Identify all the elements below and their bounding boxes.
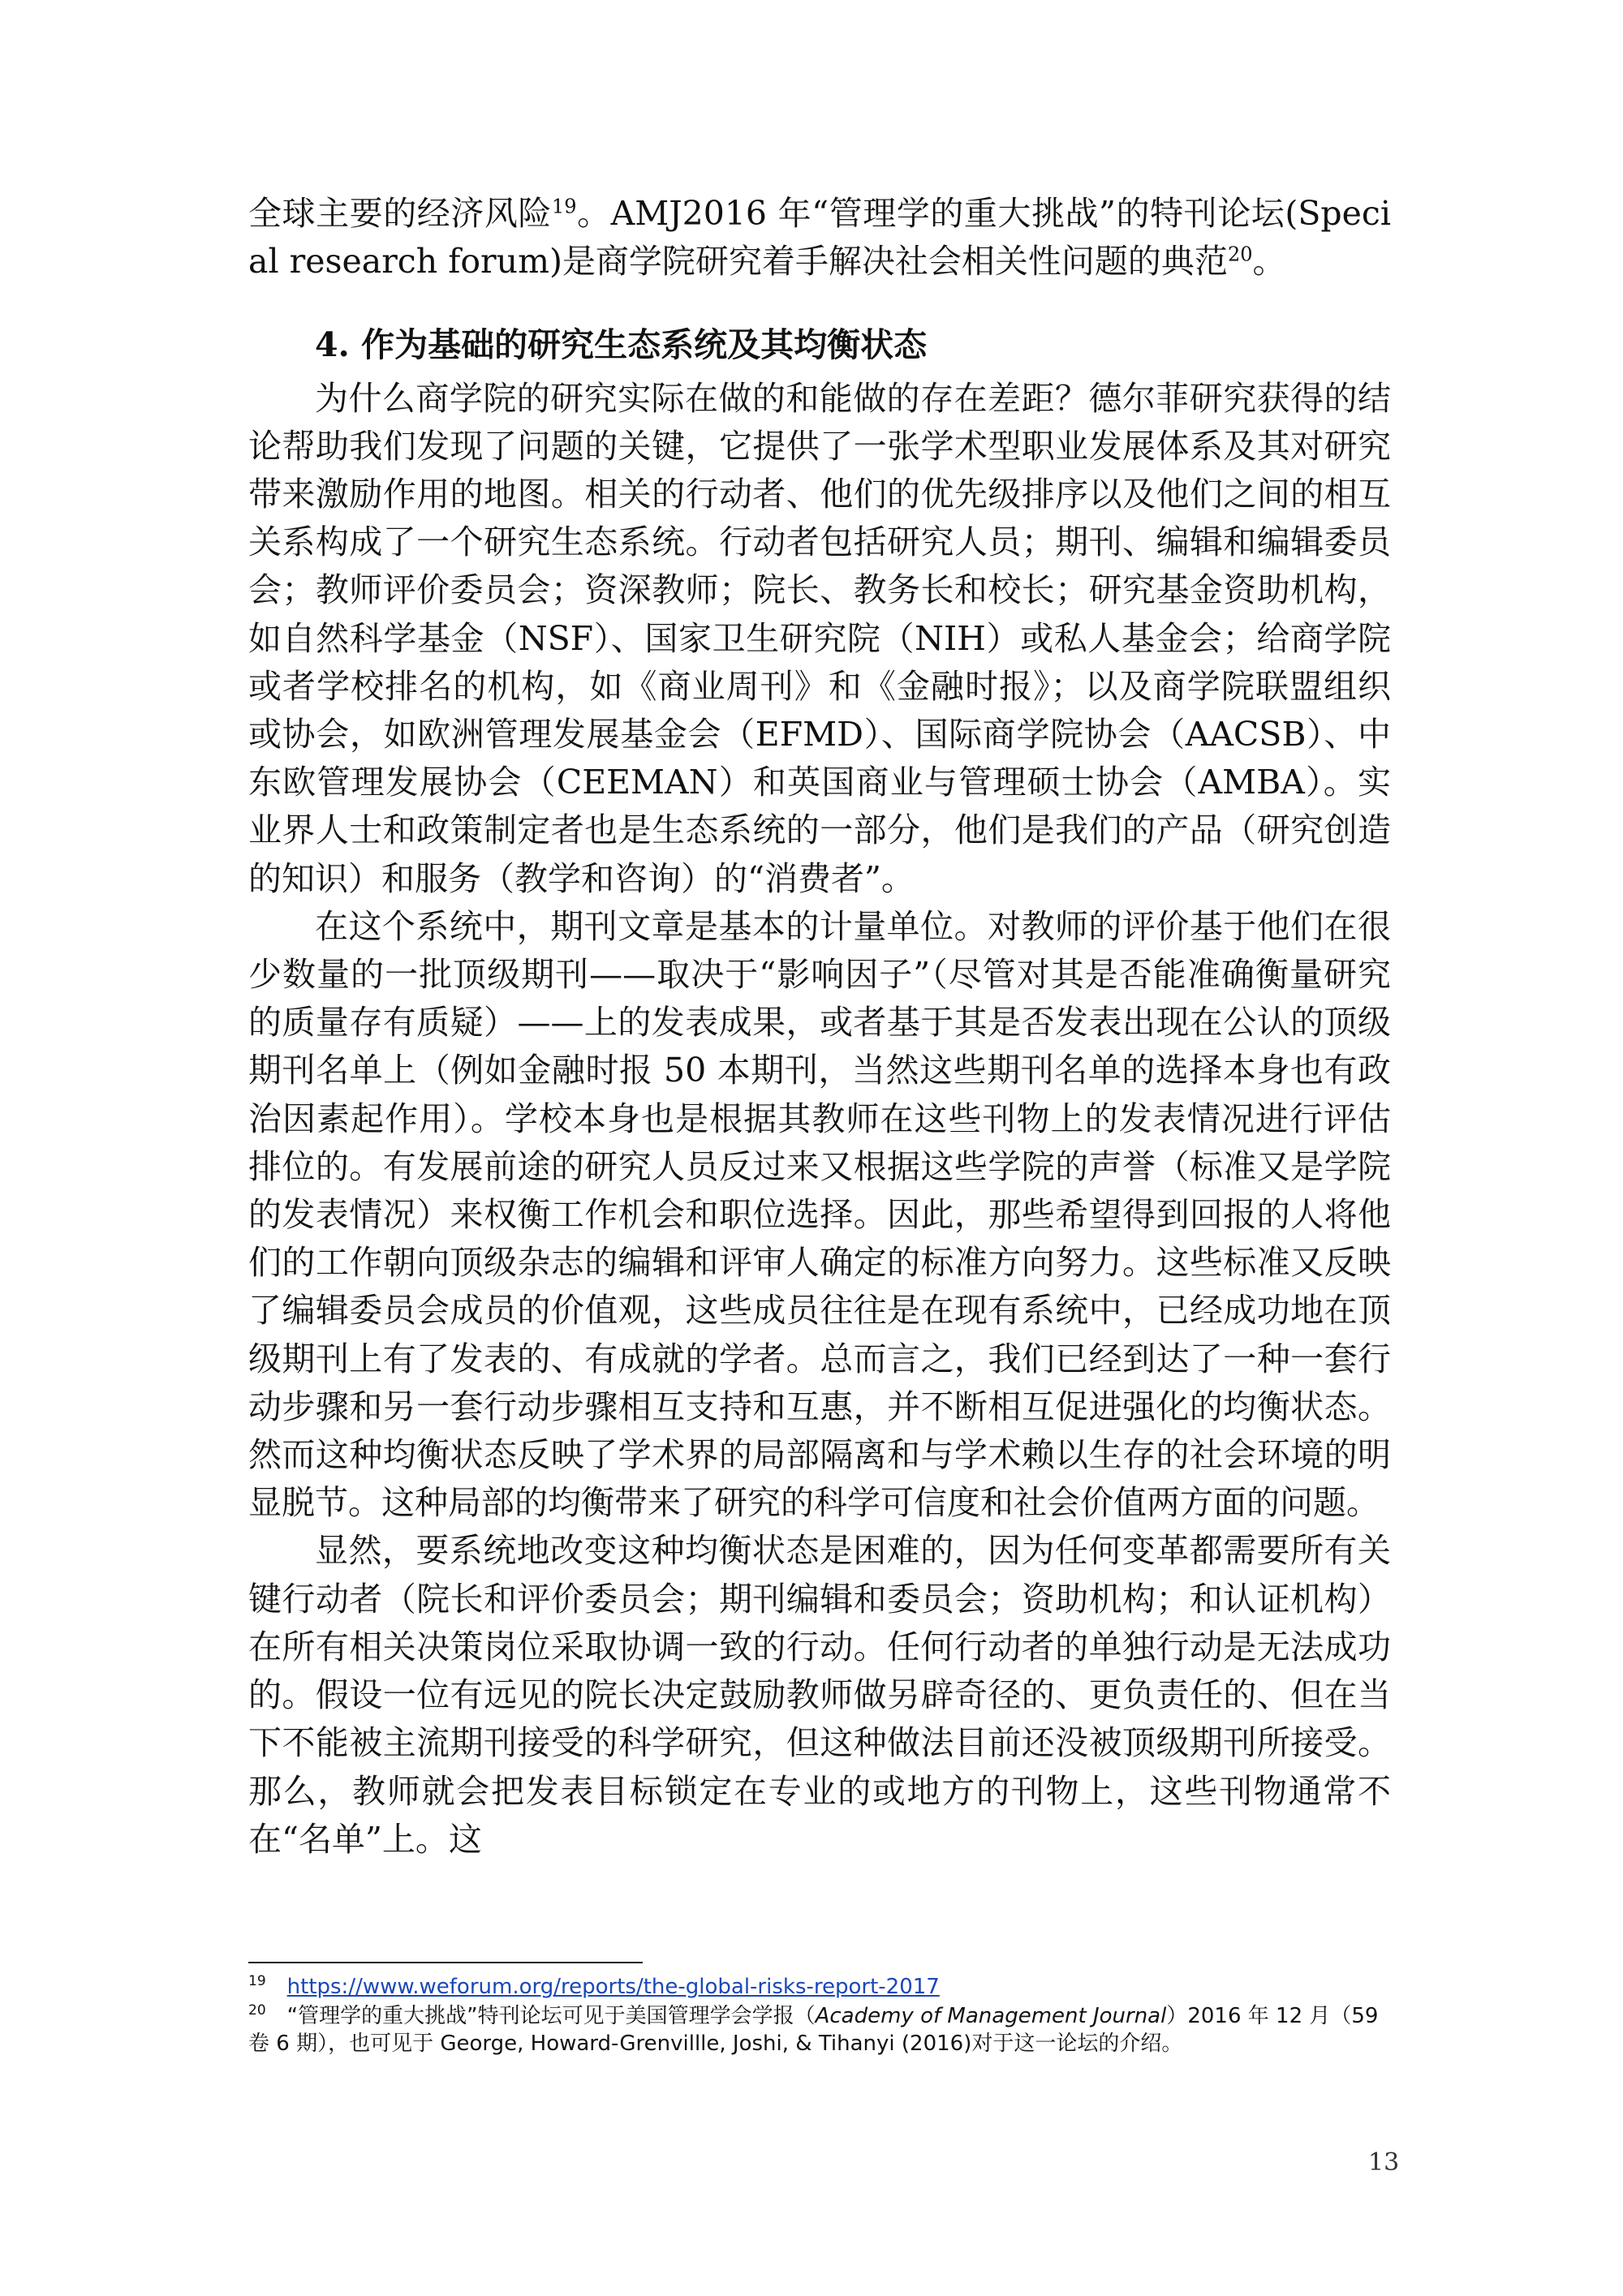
intro-text-part-1: 全球主要的经济风险 [248, 194, 552, 233]
footnote-20-text-part-1: “管理学的重大挑战”特刊论坛可见于美国管理学会学报（ [286, 2004, 816, 2028]
page-number: 13 [1368, 2148, 1400, 2177]
section-heading: 4. 作为基础的研究生态系统及其均衡状态 [315, 325, 928, 365]
paragraph-change-difficulty: 显然，要系统地改变这种均衡状态是困难的，因为任何变革都需要所有关键行动者（院长和评价委员会；期刊编辑和委员会；资助机构；和认证机构）在所有相关决策岗位采取协调一致的行动。任何行动者的单独行动是无法成功的。假设一位有远见的院长决定鼓励教师做另辟奇径的、更负责任的、但在当下不能被主流期刊接受的科学研究，但这种做法目前还没被顶级期刊所接受。那么，教师就会把发表目标锁定在专业的或地方的刊物上，这些刊物通常不在“名单”上。这 [248, 1531, 1391, 1859]
footnote-20-journal-title: Academy of Management Journal [815, 2004, 1167, 2028]
footnote-ref-20[interactable]: 20 [1227, 243, 1253, 266]
paragraph-ecosystem: 为什么商学院的研究实际在做的和能做的存在差距？德尔菲研究获得的结论帮助我们发现了问题的关键，它提供了一张学术型职业发展体系及其对研究带来激励作用的地图。相关的行动者、他们的优先级排序以及他们之间的相互关系构成了一个研究生态系统。行动者包括研究人员；期刊、编辑和编辑委员会；教师评价委员会；资深教师；院长、教务长和校长；研究基金资助机构，如自然科学基金（NSF）、国家卫生研究院（NIH）或私人基金会；给商学院或者学校排名的机构，如《商业周刊》和《金融时报》；以及商学院联盟组织或协会，如欧洲管理发展基金会（EFMD）、国际商学院协会（AACSB）、中东欧管理发展协会（CEEMAN）和英国商业与管理硕士协会（AMBA）。实业界人士和政策制定者也是生态系统的一部分，他们是我们的产品（研究创造的知识）和服务（教学和咨询）的“消费者”。 [248, 378, 1391, 898]
footnote-19-link[interactable]: https://www.weforum.org/reports/the-global-risks-report-2017 [286, 1975, 940, 1999]
paragraph-journal-metrics: 在这个系统中，期刊文章是基本的计量单位。对教师的评价基于他们在很少数量的一批顶级期刊——取决于“影响因子”（尽管对其是否能准确衡量研究的质量存有质疑）——上的发表成果，或者基于其是否发表出现在公认的顶级期刊名单上（例如金融时报 50 本期刊，当然这些期刊名单的选择本身也有政治因素起作用）。学校本身也是根据其教师在这些刊物上的发表情况进行评估排位的。有发展前途的研究人员反过来又根据这些学院的声誉（标准又是学院的发表情况）来权衡工作机会和职位选择。因此，那些希望得到回报的人将他们的工作朝向顶级杂志的编辑和评审人确定的标准方向努力。这些标准又反映了编辑委员会成员的价值观，这些成员往往是在现有系统中，已经成功地在顶级期刊上有了发表的、有成就的学者。总而言之，我们已经到达了一种一套行动步骤和另一套行动步骤相互支持和互惠，并不断相互促进强化的均衡状态。然而这种均衡状态反映了学术界的局部隔离和与学术赖以生存的社会环境的明显脱节。这种局部的均衡带来了研究的科学可信度和社会价值两方面的问题。 [248, 906, 1391, 1523]
footnote-separator [248, 1962, 643, 1963]
footnote-ref-19[interactable]: 19 [551, 195, 577, 218]
body-text [248, 190, 1391, 1864]
footnote-number-19: 19 [248, 1973, 266, 1990]
footnote-20-text-part-2: ）2016 年 12 月（59 卷 6 期），也可见于 George, Howard-Grenvillle, Joshi, & Tihanyi (2016)对于这一论坛的介绍。 [248, 2004, 1379, 2056]
footnote-19 [248, 1973, 1391, 2001]
intro-paragraph [248, 190, 1391, 286]
footnotes [248, 1973, 1391, 2059]
intro-text-part-3: 。 [1252, 242, 1286, 282]
footnote-number-20: 20 [248, 2002, 266, 2019]
footnote-20 [248, 2002, 1391, 2057]
intro-text-part-2: 。AMJ2016 年“管理学的重大挑战”的特刊论坛(Special research forum)是商学院研究着手解决社会相关性问题的典范 [248, 194, 1391, 282]
